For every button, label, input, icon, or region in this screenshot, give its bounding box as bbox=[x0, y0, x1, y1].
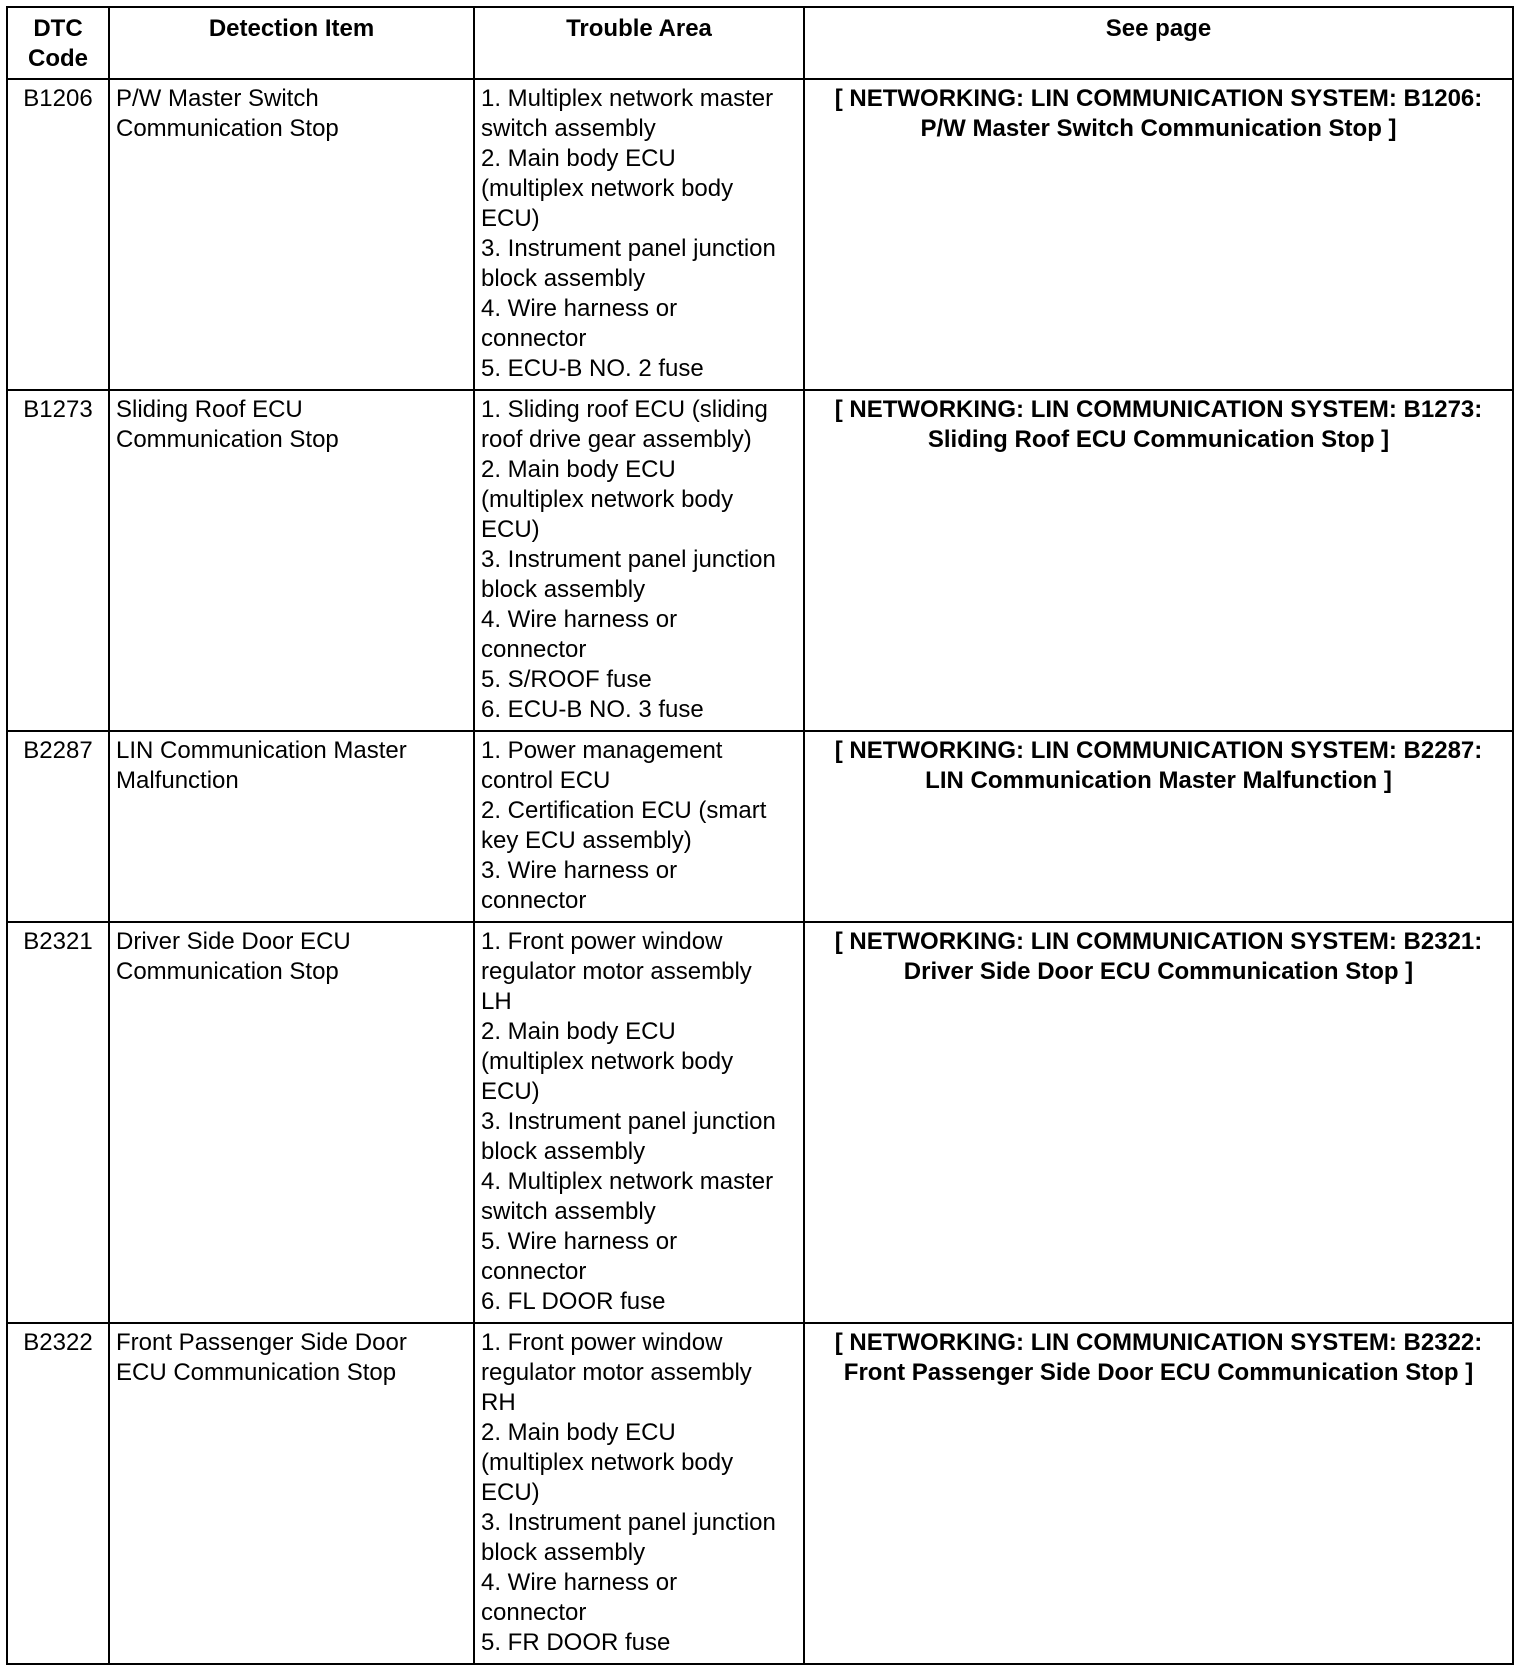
trouble-area-cell bbox=[474, 1323, 804, 1664]
see-page-line[interactable]: Sliding Roof ECU Communication Stop ] bbox=[927, 426, 1390, 453]
header-row bbox=[7, 7, 1513, 79]
trouble-area-line: 1. Multiplex network master bbox=[481, 85, 774, 112]
dtc-table bbox=[6, 6, 1514, 1665]
trouble-area-line: (multiplex network body bbox=[481, 1048, 734, 1075]
trouble-area-line: regulator motor assembly bbox=[481, 1359, 752, 1386]
see-page-line[interactable]: [ NETWORKING: LIN COMMUNICATION SYSTEM: B2287: bbox=[834, 737, 1483, 764]
trouble-area-line: switch assembly bbox=[481, 1198, 656, 1225]
trouble-area-line: 2. Certification ECU (smart bbox=[481, 797, 767, 824]
trouble-area-line: 4. Wire harness or bbox=[481, 295, 678, 322]
trouble-area-line: regulator motor assembly bbox=[481, 958, 752, 985]
see-page-link[interactable] bbox=[804, 79, 1513, 390]
trouble-area-line: ECU) bbox=[481, 516, 540, 543]
header-dtc-code-line: DTC bbox=[33, 15, 83, 42]
trouble-area-cell bbox=[474, 390, 804, 731]
trouble-area-line: switch assembly bbox=[481, 115, 656, 142]
trouble-area-line: 1. Front power window bbox=[481, 1329, 723, 1356]
trouble-area-line: ECU) bbox=[481, 1078, 540, 1105]
header-dtc-code-line: Code bbox=[28, 45, 88, 72]
trouble-area-line: 5. S/ROOF fuse bbox=[481, 666, 652, 693]
see-page-line[interactable]: LIN Communication Master Malfunction ] bbox=[925, 767, 1392, 794]
trouble-area-line: 2. Main body ECU bbox=[481, 456, 676, 483]
table-row bbox=[7, 922, 1513, 1323]
trouble-area-line: connector bbox=[481, 325, 587, 352]
detection-item-cell bbox=[109, 922, 474, 1323]
trouble-area-line: connector bbox=[481, 636, 587, 663]
see-page-line[interactable]: [ NETWORKING: LIN COMMUNICATION SYSTEM: B2322: bbox=[834, 1329, 1483, 1356]
trouble-area-line: block assembly bbox=[481, 576, 646, 603]
trouble-area-line: 5. FR DOOR fuse bbox=[481, 1629, 671, 1656]
trouble-area-line: block assembly bbox=[481, 1539, 646, 1566]
table-row bbox=[7, 79, 1513, 390]
dtc-code-cell: B1273 bbox=[7, 390, 109, 731]
detection-item-line: ECU Communication Stop bbox=[116, 1359, 397, 1386]
trouble-area-line: 3. Instrument panel junction bbox=[481, 1108, 776, 1135]
see-page-line[interactable]: [ NETWORKING: LIN COMMUNICATION SYSTEM: B1206: bbox=[834, 85, 1483, 112]
dtc-code-cell: B2321 bbox=[7, 922, 109, 1323]
detection-item-line: Malfunction bbox=[116, 767, 239, 794]
trouble-area-line: LH bbox=[481, 988, 512, 1015]
see-page-link[interactable] bbox=[804, 922, 1513, 1323]
trouble-area-line: control ECU bbox=[481, 767, 611, 794]
detection-item-line: Driver Side Door ECU bbox=[116, 928, 351, 955]
trouble-area-line: 1. Power management bbox=[481, 737, 723, 764]
see-page-link[interactable] bbox=[804, 1323, 1513, 1664]
trouble-area-line: 3. Instrument panel junction bbox=[481, 1509, 776, 1536]
header-trouble-area: Trouble Area bbox=[474, 7, 804, 79]
trouble-area-line: 5. ECU-B NO. 2 fuse bbox=[481, 355, 704, 382]
trouble-area-line: RH bbox=[481, 1389, 516, 1416]
header-dtc-code bbox=[7, 7, 109, 79]
see-page-line[interactable]: [ NETWORKING: LIN COMMUNICATION SYSTEM: B2321: bbox=[834, 928, 1483, 955]
trouble-area-line: 1. Front power window bbox=[481, 928, 723, 955]
trouble-area-line: 2. Main body ECU bbox=[481, 145, 676, 172]
detection-item-line: Sliding Roof ECU bbox=[116, 396, 303, 423]
trouble-area-line: connector bbox=[481, 1599, 587, 1626]
detection-item-line: Communication Stop bbox=[116, 115, 339, 142]
trouble-area-cell bbox=[474, 79, 804, 390]
trouble-area-line: 1. Sliding roof ECU (sliding bbox=[481, 396, 768, 423]
header-detection-item: Detection Item bbox=[109, 7, 474, 79]
trouble-area-line: 2. Main body ECU bbox=[481, 1018, 676, 1045]
trouble-area-line: ECU) bbox=[481, 1479, 540, 1506]
see-page-line[interactable]: Front Passenger Side Door ECU Communication Stop ] bbox=[843, 1359, 1474, 1386]
table-body bbox=[7, 79, 1513, 1664]
trouble-area-line: key ECU assembly) bbox=[481, 827, 692, 854]
table-row bbox=[7, 731, 1513, 922]
see-page-line[interactable]: [ NETWORKING: LIN COMMUNICATION SYSTEM: B1273: bbox=[834, 396, 1483, 423]
trouble-area-line: (multiplex network body bbox=[481, 175, 734, 202]
trouble-area-line: connector bbox=[481, 887, 587, 914]
detection-item-cell bbox=[109, 390, 474, 731]
trouble-area-line: 2. Main body ECU bbox=[481, 1419, 676, 1446]
see-page-line[interactable]: Driver Side Door ECU Communication Stop ] bbox=[903, 958, 1414, 985]
see-page-line[interactable]: P/W Master Switch Communication Stop ] bbox=[920, 115, 1397, 142]
table-row bbox=[7, 1323, 1513, 1664]
trouble-area-line: ECU) bbox=[481, 205, 540, 232]
trouble-area-line: 4. Multiplex network master bbox=[481, 1168, 774, 1195]
detection-item-line: P/W Master Switch bbox=[116, 85, 319, 112]
trouble-area-line: block assembly bbox=[481, 265, 646, 292]
trouble-area-line: 3. Instrument panel junction bbox=[481, 546, 776, 573]
header-see-page: See page bbox=[804, 7, 1513, 79]
trouble-area-line: 6. FL DOOR fuse bbox=[481, 1288, 666, 1315]
detection-item-cell bbox=[109, 1323, 474, 1664]
dtc-code-cell: B2322 bbox=[7, 1323, 109, 1664]
trouble-area-line: connector bbox=[481, 1258, 587, 1285]
detection-item-cell bbox=[109, 731, 474, 922]
trouble-area-line: (multiplex network body bbox=[481, 1449, 734, 1476]
detection-item-line: Front Passenger Side Door bbox=[116, 1329, 407, 1356]
trouble-area-line: 3. Instrument panel junction bbox=[481, 235, 776, 262]
detection-item-line: Communication Stop bbox=[116, 426, 339, 453]
see-page-link[interactable] bbox=[804, 731, 1513, 922]
trouble-area-line: 4. Wire harness or bbox=[481, 1569, 678, 1596]
trouble-area-line: 3. Wire harness or bbox=[481, 857, 678, 884]
dtc-code-cell: B2287 bbox=[7, 731, 109, 922]
detection-item-line: Communication Stop bbox=[116, 958, 339, 985]
trouble-area-cell bbox=[474, 922, 804, 1323]
detection-item-cell bbox=[109, 79, 474, 390]
see-page-link[interactable] bbox=[804, 390, 1513, 731]
table-row bbox=[7, 390, 1513, 731]
trouble-area-line: 4. Wire harness or bbox=[481, 606, 678, 633]
trouble-area-line: 5. Wire harness or bbox=[481, 1228, 678, 1255]
trouble-area-line: roof drive gear assembly) bbox=[481, 426, 752, 453]
table-header bbox=[7, 7, 1513, 79]
trouble-area-line: 6. ECU-B NO. 3 fuse bbox=[481, 696, 704, 723]
trouble-area-line: block assembly bbox=[481, 1138, 646, 1165]
dtc-code-cell: B1206 bbox=[7, 79, 109, 390]
trouble-area-cell bbox=[474, 731, 804, 922]
detection-item-line: LIN Communication Master bbox=[116, 737, 407, 764]
trouble-area-line: (multiplex network body bbox=[481, 486, 734, 513]
